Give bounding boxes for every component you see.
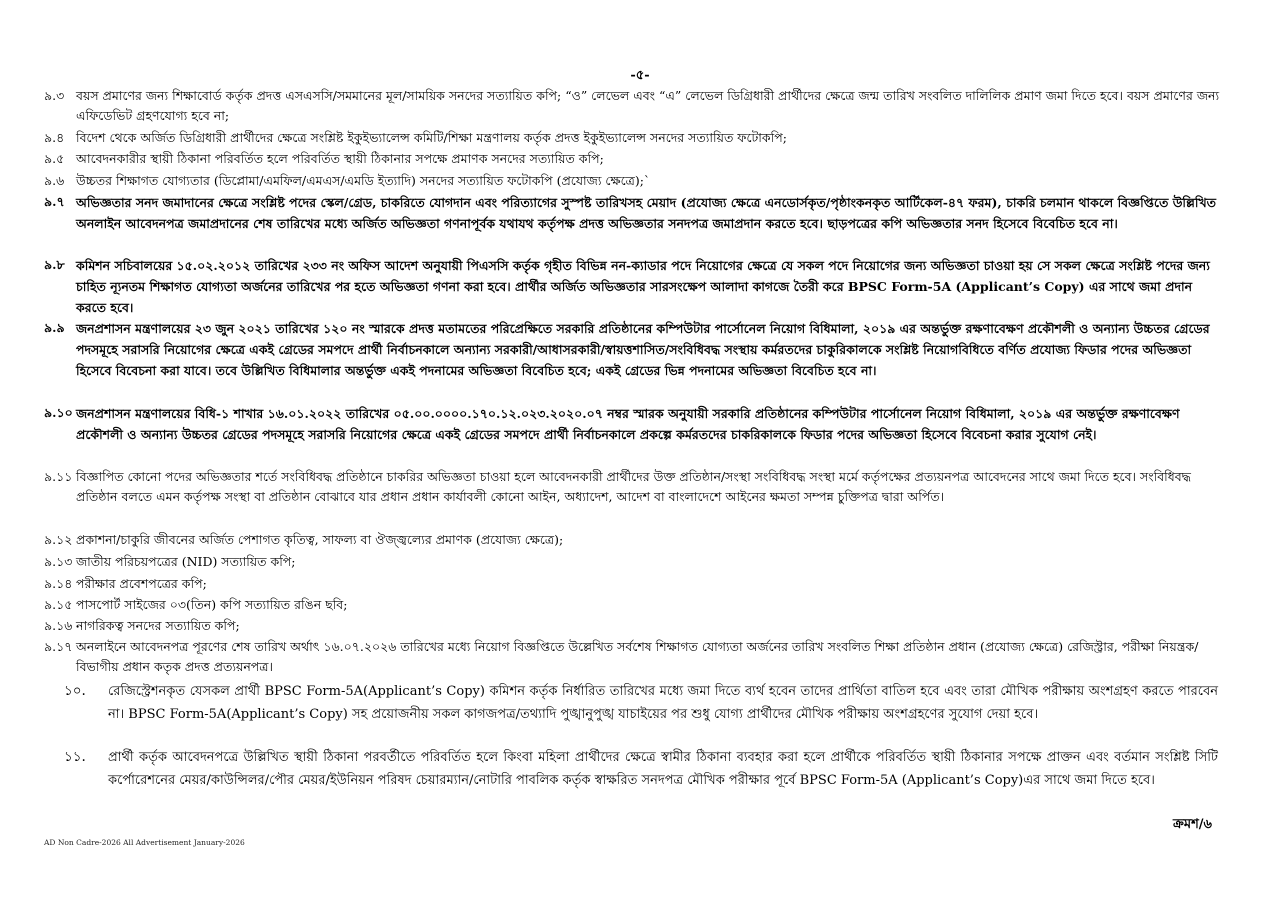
section-number: ১০. [64,683,86,699]
item-text: অনলাইনে আবেদনপত্র পূরণের শেষ তারিখ অর্থাৎ ১৬.০৭.২০২৬ তারিখের মধ্যে নিয়োগ বিজ্ঞপ্তিতে উল্লেখিত সর্বশেষ শিক্ষাগত যোগ্যতা অর্জনের তারিখ সংবলিত শিক্ষা প্রতিষ্ঠান প্রধান (প্রযোজ্য ক্ষেত্রে) রেজিস্ট্রার, পরীক্ষা নিয়ন্ত্রক/বিভাগীয় প্রধান কতৃক প্রদত্ত প্রত্যয়নপত্র। [76,639,1199,674]
item-text: বিদেশ থেকে অর্জিত ডিগ্রিধারী প্রার্থীদের ক্ষেত্রে সংশ্লিষ্ট ইকুইভ্যালেন্স কমিটি/শিক্ষা মন্ত্রণালয় কর্তৃক প্রদত্ত ইকুইভ্যালেন্স সনদের সত্যায়িত ফটোকপি; [76,130,787,145]
section-number: ১১. [64,749,86,765]
list-item [44,552,1224,572]
continued-label: ক্রমশ/৬ [1173,817,1212,832]
item-number: ৯.১৬ [44,618,73,633]
list-item [44,86,1224,126]
footer-text: AD Non Cadre-2026 All Advertisement January-2026 [44,838,245,847]
item-number: ৯.১৪ [44,576,73,591]
item-number: ৯.১০ [44,405,73,420]
list-item [44,530,1224,550]
list-item [44,255,1224,318]
item-number: ৯.১৫ [44,597,73,612]
item-text: নাগরিকত্ব সনদের সত্যায়িত কপি; [76,618,240,633]
item-number: ৯.৭ [44,194,65,209]
item-text: উচ্চতর শিক্ষাগত যোগ্যতার (ডিপ্লোমা/এমফিল/এমএস/এমডি ইত্যাদি) সনদের সত্যায়িত ফটোকপি (প্রযোজ্য ক্ষেত্রে);` [76,173,651,188]
list-item [44,171,1224,191]
list-item [44,616,1224,636]
list-item [44,595,1224,615]
item-text: আবেদনকারীর স্থায়ী ঠিকানা পরিবর্তিত হলে পরিবর্তিত স্থায়ী ঠিকানার সপক্ষে প্রমাণক সনদের সত্যায়িত কপি; [76,151,604,166]
item-number: ৯.১২ [44,532,73,547]
item-number: ৯.১৩ [44,554,73,569]
item-number: ৯.৫ [44,151,65,166]
item-number: ৯.১১ [44,469,73,484]
item-number: ৯.৪ [44,130,65,145]
item-text: প্রকাশনা/চাকুরি জীবনের অর্জিত পেশাগত কৃতিত্ব, সাফল্য বা ঔজ্জ্বল্যের প্রমাণক (প্রযোজ্য ক্ষেত্রে); [76,532,564,547]
section-item [64,746,1224,792]
item-text: জনপ্রশাসন মন্ত্রণালয়ের বিধি-১ শাখার ১৬.০১.২০২২ তারিখের ০৫.০০.০০০০.১৭০.১২.০২৩.২০২০.০৭ নম্বর স্মারক অনুযায়ী সরকারি প্রতিষ্ঠানের কম্পিউটার পার্সোনেল নিয়োগ বিধিমালা, ২০১৯ এর অন্তর্ভুক্ত রক্ষণাবেক্ষণ প্রকৌশলী ও অন্যান্য উচ্চতর গ্রেডের পদসমূহে সরাসরি নিয়োগের ক্ষেত্রে একই গ্রেডের সমপদে প্রার্থী নির্বাচনকালে প্রকল্পে কর্মরতদের চাকরিকালকে ফিডার পদের অভিজ্ঞতা হিসেবে বিবেচনা করার সুযোগ নেই। [76,406,1180,442]
list-item [44,637,1224,677]
item-text: কমিশন সচিবালয়ের ১৫.০২.২০১২ তারিখের ২৩৩ নং অফিস আদেশ অনুযায়ী পিএসসি কর্তৃক গৃহীত বিভিন্ন নন-ক্যাডার পদে নিয়োগের ক্ষেত্রে যে সকল পদে নিয়োগের জন্য অভিজ্ঞতা চাওয়া হয় সে সকল ক্ষেত্রে সংশ্লিষ্ট পদের জন্য চাহিত ন্যূনতম শিক্ষাগত যোগ্যতা অর্জনের তারিখের পর হতে অভিজ্ঞতা গণনা করা হবে। প্রার্থীর অর্জিত অভিজ্ঞতার সারসংক্ষেপ আলাদা কাগজে তৈরী করে BPSC Form-5A (Applicant’s Copy) এর সাথে জমা প্রদান করতে হবে। [76,258,1210,315]
section-text: রেজিস্ট্রেশনকৃত যেসকল প্রার্থী BPSC Form-5A(Applicant’s Copy) কমিশন কর্তৃক নির্ধারিত তারিখের মধ্যে জমা দিতে ব্যর্থ হবেন তাদের প্রার্থিতা বাতিল হবে এবং তারা মৌখিক পরীক্ষায় অংশগ্রহণ করতে পারবেন না। BPSC Form-5A(Applicant’s Copy) সহ প্রয়োজনীয় সকল কাগজপত্র/তথ্যাদি পুঙ্খানুপুঙ্খ যাচাইয়ের পর শুধু যোগ্য প্রার্থীদের মৌখিক পরীক্ষায় অংশগ্রহণের সুযোগ দেয়া হবে। [108,684,1218,722]
item-text: অভিজ্ঞতার সনদ জমাদানের ক্ষেত্রে সংশ্লিষ্ট পদের স্কেল/গ্রেড, চাকরিতে যোগদান এবং পরিত্যাগের সুস্পষ্ট তারিখসহ মেয়াদ (প্রযোজ্য ক্ষেত্রে এনডোর্সকৃত/পৃষ্ঠাংকনকৃত আর্টিকেল-৪৭ ফরম), চাকরি চলমান থাকলে বিজ্ঞপ্তিতে উল্লিখিত অনলাইন আবেদনপত্র জমাপ্রদানের শেষ তারিখের মধ্যে অর্জিত অভিজ্ঞতা গণনাপূর্বক যথাযথ কর্তৃপক্ষ প্রদত্ত অভিজ্ঞতার সনদপত্র জমাপ্রদান করতে হবে। ছাড়পত্রের কপি অভিজ্ঞতার সনদ হিসেবে বিবেচিত হবে না। [76,195,1217,231]
list-item [44,128,1224,148]
list-item [44,192,1224,234]
list-item [44,318,1224,381]
item-text: জনপ্রশাসন মন্ত্রণালয়ের ২৩ জুন ২০২১ তারিখের ১২০ নং স্মারকে প্রদত্ত মতামতের পরিপ্রেক্ষিতে সরকারি প্রতিষ্ঠানের কম্পিউটার পার্সোনেল নিয়োগ বিধিমালা, ২০১৯ এর অন্তর্ভুক্ত রক্ষণাবেক্ষণ প্রকৌশলী ও অন্যান্য উচ্চতর গ্রেডের পদসমূহে সরাসরি নিয়োগের ক্ষেত্রে একই গ্রেডের সমপদে প্রার্থী নির্বাচনকালে অন্যান্য সরকারী/আধাসরকারী/স্বায়ত্তশাসিত/সংবিধিবদ্ধ সংস্থায় কর্মরতদের চাকুরিকালকে সংশ্লিষ্ট নিয়োগবিধিতে বর্ণিত প্রযোজ্য ফিডার পদের অভিজ্ঞতা হিসেবে বিবেচনা করা যাবে। তবে উল্লিখিত বিধিমালার অন্তর্ভুক্ত একই পদনামের অভিজ্ঞতা বিবেচিত হবে; একই গ্রেডের ভিন্ন পদনামের অভিজ্ঞতা বিবেচিত হবে না। [76,321,1210,378]
item-number: ৯.৯ [44,320,65,335]
section-item [64,680,1224,726]
item-text: পরীক্ষার প্রবেশপত্রের কপি; [76,576,207,591]
list-item [44,403,1224,445]
item-number: ৯.১৭ [44,639,73,654]
item-text: বিজ্ঞাপিত কোনো পদের অভিজ্ঞতার শর্তে সংবিধিবদ্ধ প্রতিষ্ঠানে চাকরির অভিজ্ঞতা চাওয়া হলে আবেদনকারী প্রার্থীদের উক্ত প্রতিষ্ঠান/সংস্থা সংবিধিবদ্ধ সংস্থা মর্মে কর্তৃপক্ষের প্রত্যয়নপত্র আবেদনের সাথে জমা দিতে হবে। সংবিধিবদ্ধ প্রতিষ্ঠান বলতে এমন কর্তৃপক্ষ সংস্থা বা প্রতিষ্ঠান বোঝাবে যার প্রধান প্রধান কার্যাবলী কোনো আইন, অধ্যাদেশ, আদেশ বা বাংলাদেশে আইনের ক্ষমতা সম্পন্ন চুক্তিপত্র দ্বারা অর্পিত। [76,469,1191,504]
item-number: ৯.৮ [44,257,65,272]
item-number: ৯.৩ [44,88,65,103]
item-number: ৯.৬ [44,173,65,188]
list-item [44,574,1224,594]
item-text: জাতীয় পরিচয়পত্রের (NID) সত্যায়িত কপি; [76,554,296,569]
list-item [44,149,1224,169]
section-text: প্রার্থী কর্তৃক আবেদনপত্রে উল্লিখিত স্থায়ী ঠিকানা পরবর্তীতে পরিবর্তিত হলে কিংবা মহিলা প্রার্থীদের ক্ষেত্রে স্বামীর ঠিকানা ব্যবহার করা হলে প্রার্থীকে পরিবর্তিত স্থায়ী ঠিকানার সপক্ষে প্রাক্তন এবং বর্তমান সংশ্লিষ্ট সিটি কর্পোরেশনের মেয়র/কাউন্সিলর/পৌর মেয়র/ইউনিয়ন পরিষদ চেয়ারম্যান/নোটারি পাবলিক কর্তৃক স্বাক্ষরিত সনদপত্র মৌখিক পরীক্ষার পূর্বে BPSC Form-5A (Applicant’s Copy)এর সাথে জমা দিতে হবে। [108,750,1218,788]
item-text: পাসপোর্ট সাইজের ০৩(তিন) কপি সত্যায়িত রঙিন ছবি; [76,597,348,612]
item-text: বয়স প্রমাণের জন্য শিক্ষাবোর্ড কর্তৃক প্রদত্ত এসএসসি/সমমানের মূল/সাময়িক সনদের সত্যায়িত কপি; “ও” লেভেল এবং “এ” লেভেল ডিগ্রিধারী প্রার্থীদের ক্ষেত্রে জন্ম তারিখ সংবলিত দালিলিক প্রমাণ জমা দিতে হবে। বয়স প্রমাণের জন্য এফিডেভিট গ্রহণযোগ্য হবে না; [76,88,1220,123]
page-number: -৫- [630,68,650,83]
list-item [44,467,1224,507]
